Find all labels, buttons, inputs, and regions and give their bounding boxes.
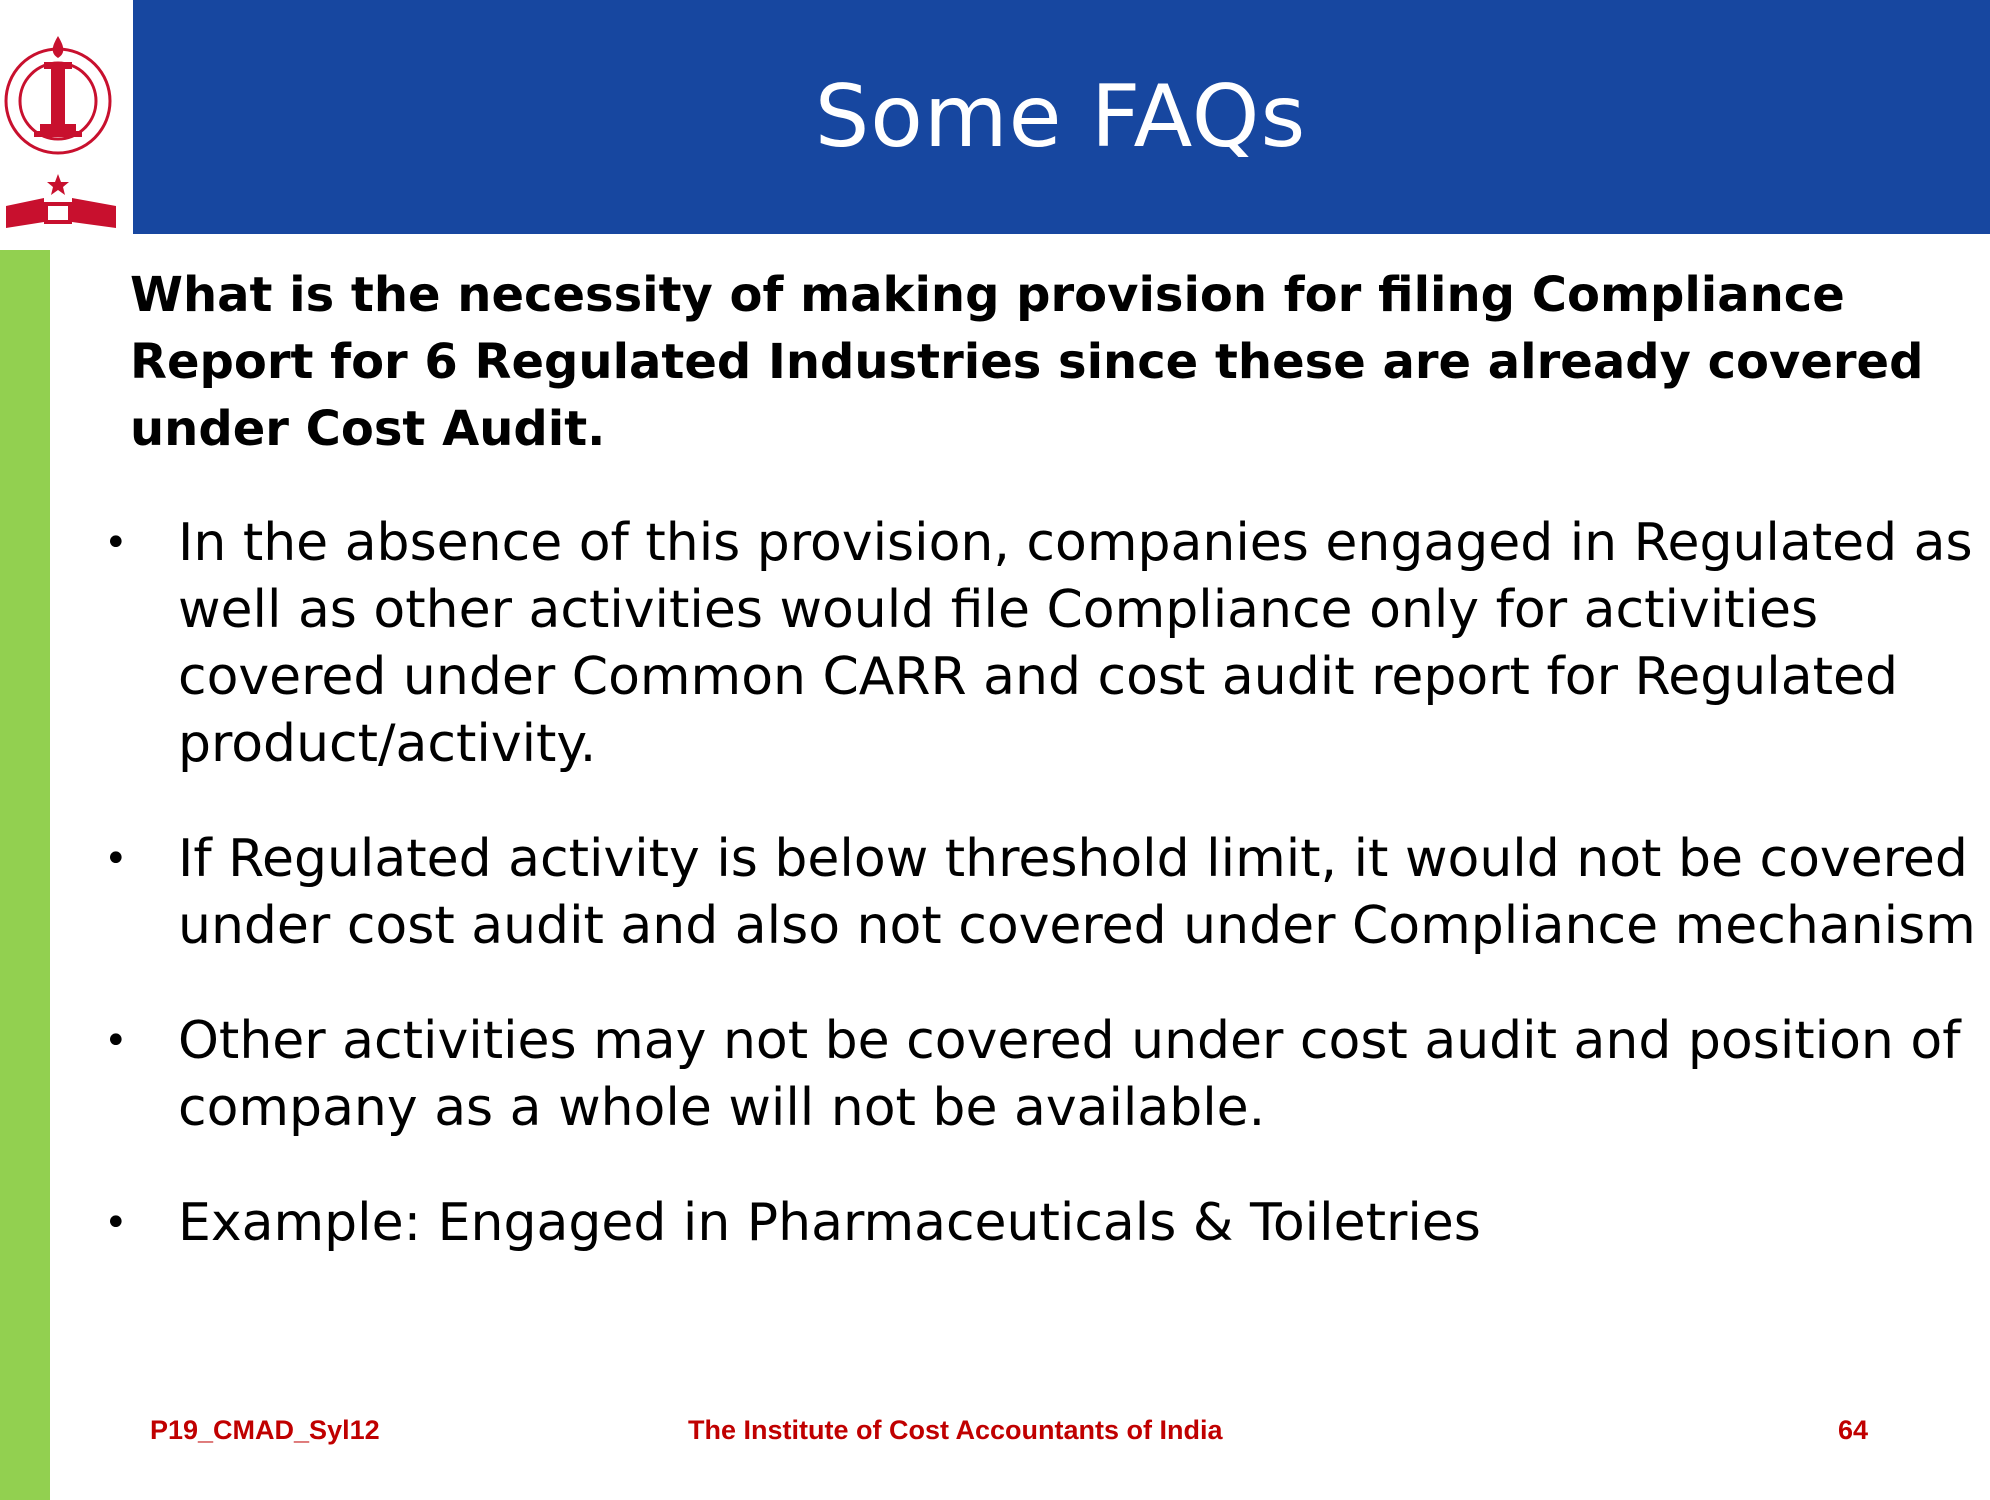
footer-institute-name: The Institute of Cost Accountants of India [688, 1415, 1223, 1445]
bullet-text: Other activities may not be covered under cost audit and position of company as a whole will not be available. [178, 1011, 1961, 1138]
bullet-text: If Regulated activity is below threshold limit, it would not be covered under cost audit and also not covered under Compliance mechanism [178, 829, 1976, 956]
answer-bullet [100, 510, 1980, 778]
bullet-dot: • [104, 1018, 128, 1064]
answer-bullet-list [100, 510, 1980, 1305]
logo-area [0, 0, 133, 234]
footer-page-number: 64 [1838, 1415, 1869, 1445]
side-accent-bar [0, 250, 50, 1500]
bullet-dot: • [104, 836, 128, 882]
answer-bullet [100, 826, 1980, 960]
bullet-text: In the absence of this provision, companies engaged in Regulated as well as other activities would file Compliance only for activities covered under Common CARR and cost audit report for Regulated product/activity. [178, 513, 1973, 774]
slide-title: Some FAQs [814, 67, 1307, 167]
institute-logo [4, 6, 128, 232]
bullet-dot: • [104, 1200, 128, 1246]
bullet-text: Example: Engaged in Pharmaceuticals & Toiletries [178, 1193, 1481, 1253]
slide-header [133, 0, 1990, 234]
faq-question: What is the necessity of making provision for filing Compliance Report for 6 Regulated Industries since these are already covered under Cost Audit. [130, 267, 1924, 457]
footer-course-code: P19_CMAD_Syl12 [150, 1415, 380, 1445]
answer-bullet [100, 1008, 1980, 1142]
answer-bullet [100, 1190, 1980, 1257]
bullet-dot: • [104, 520, 128, 566]
